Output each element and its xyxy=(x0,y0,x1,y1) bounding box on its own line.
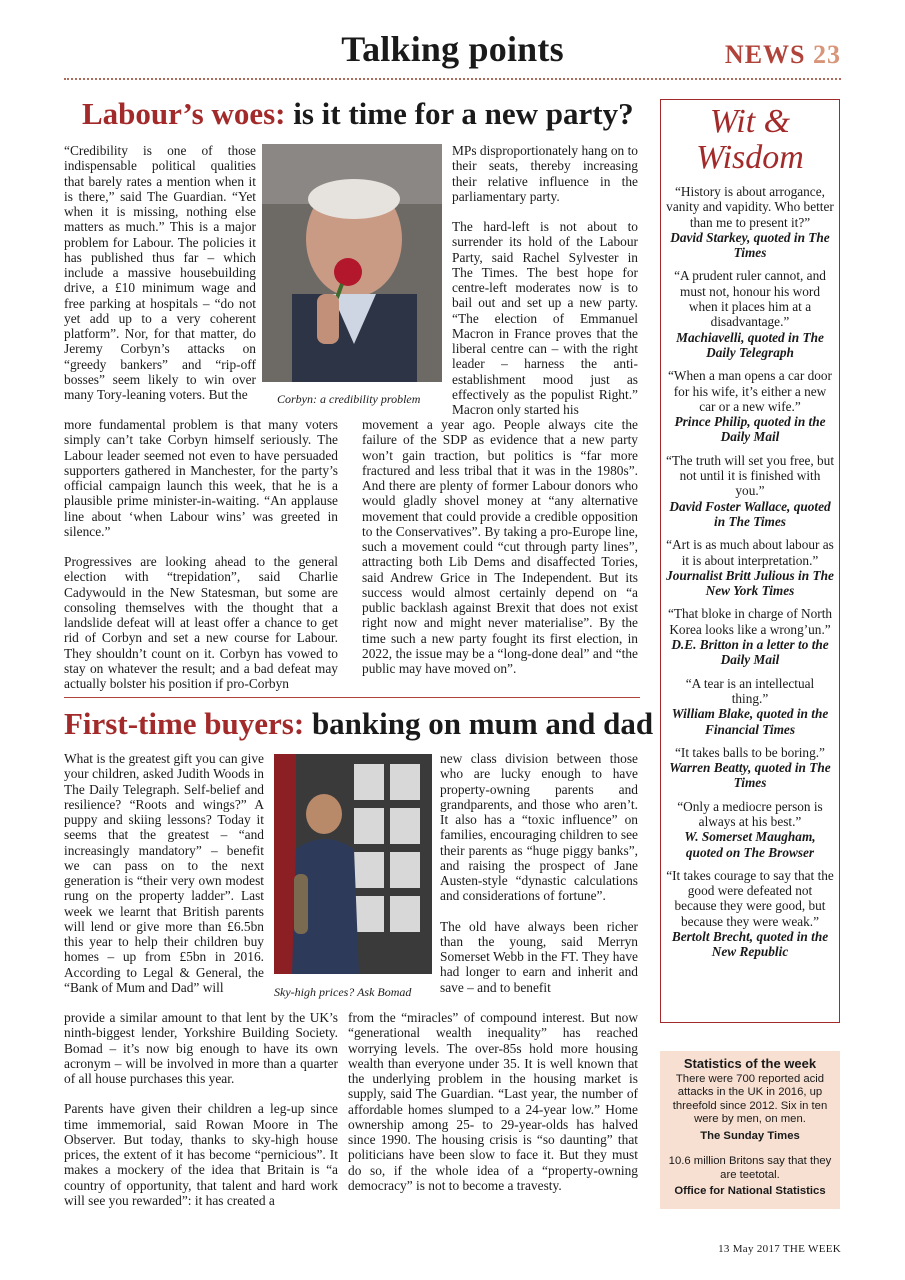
article2-headline-rest: banking on mum and dad xyxy=(304,706,654,741)
article1-col2-para1: MPs disproportionately hang on to their seats, thereby increasing their relative influence in the parliamentary party. xyxy=(452,143,638,204)
quote-text: “That bloke in charge of North Korea looks like a wrong’un.” xyxy=(667,606,833,637)
quote-item xyxy=(666,799,834,860)
article2-caption: Sky-high prices? Ask Bomad xyxy=(274,985,412,999)
article1-col2-para2-end: movement a year ago. People always cite the failure of the SDP as evidence that a new party won’t gain traction, but politics is “far more fractured and less tribal that it was in the 1980s”. And there are plenty of former Labour donors who would gladly shovel money at “any alternative movement that could provide a credible opposition to the Conservatives”. By taking a pro-Europe line, such a movement could “cut through party lines”, attracting both Lib Dems and disaffected Tories, said Andrew Grice in The Independent. But its success would almost certainly depend on “a public backlash against Brexit that does not exist right now and might never materialise”. By the time such a new party fought its first election, in 2022, the issue may be a “long-done deal” and “the public may have moved on”. xyxy=(362,417,638,676)
article1-caption: Corbyn: a credibility problem xyxy=(277,392,421,406)
article1-para2: Progressives are looking ahead to the general election with “trepidation”, said Charlie Cadywould in the New Statesman, but some are consoling themselves with the thought that a landslide defeat will at least offer a chance to get rid of Corbyn and set a new course for Labour. They shouldn’t count on it. Corbyn has vowed to stay on whatever the result; and a bad defeat may actually bolster his position if pro-Corbyn xyxy=(64,554,338,691)
statistic-text: There were 700 reported acid attacks in the UK in 2016, up threefold since 2012. Six in ten were by men, on men. xyxy=(672,1072,828,1125)
quote-text: “Art is as much about labour as it is about interpretation.” xyxy=(666,537,834,568)
article1-headline xyxy=(82,97,634,131)
wit-wisdom-title-line1: Wit & xyxy=(709,103,791,140)
quote-item xyxy=(666,368,834,444)
quote-item xyxy=(666,537,834,598)
article1-para1-start: “Credibility is one of those indispensable political qualities that barely rates a mention when it is there,” said The Guardian. “Yet when it is missing, nothing else matters as much.” This is a major problem for Labour. The policies it has published thus far – which include a massive housebuilding drive, a £10 minimum wage and free parking at hospitals – “do not yet add up to a very coherent platform”. Nor, for that matter, do Jeremy Corbyn’s attacks on “greedy bankers” and “rip-off bosses” seem likely to win over many Tory-leaning voters. But the xyxy=(64,143,256,402)
article2-col2-top xyxy=(440,751,638,995)
section-label xyxy=(725,40,841,70)
corbyn-photo xyxy=(262,144,442,382)
quote-item xyxy=(666,676,834,737)
quote-source: Machiavelli, quoted in The Daily Telegraph xyxy=(676,329,824,360)
estate-agent-photo xyxy=(274,754,432,974)
article2-col2-para2-end: from the “miracles” of compound interest. But now “generational wealth inequality” has reached worrying levels. The over-85s hold more housing wealth than everyone under 35. It is well known that the underlying problem in the housing market is supply, said The Guardian. “Last year, the number of affordable homes slumped to a 24-year low.” Home ownership among 25- to 29-year-olds has halved since 1990. The housing crisis is “so daunting” that politicians have been slow to face it. But they must do so, if the whole idea of a “property-owning democracy” is not to become a travesty. xyxy=(348,1010,638,1193)
quote-text: “It takes courage to say that the good were defeated not because they were good, but because they were weak.” xyxy=(666,867,834,929)
article-divider xyxy=(64,697,640,698)
statistics-title: Statistics of the week xyxy=(683,1056,817,1071)
quote-source: Journalist Britt Julious in The New York Times xyxy=(666,567,834,599)
article2-col1-bottom xyxy=(64,1010,338,1208)
wit-wisdom-title-line2: Wisdom xyxy=(696,139,804,176)
quote-text: “Only a mediocre person is always at his best.” xyxy=(677,798,823,829)
quote-text: “It takes balls to be boring.” xyxy=(675,744,825,760)
article1-col2-para2-start: The hard-left is not about to surrender its hold of the Labour Party, said Rachel Sylvester in The Times. The best hope for centre-left moderates now is to bail out and set up a new party. “The election of Emmanuel Macron in France proves that the liberal centre can – with the right leader – harness the anti-establishment mood just as effectively as the populist Right.” Macron only started his xyxy=(452,219,638,417)
quote-text: “History is about arrogance, vanity and vapidity. Who better than me to present it?” xyxy=(666,184,834,230)
statistic-text: 10.6 million Britons say that they are teetotal. xyxy=(668,1155,832,1181)
article1-col2-bottom xyxy=(362,417,638,676)
article1-headline-rest: is it time for a new party? xyxy=(285,96,634,131)
article2-para1-end: provide a similar amount to that lent by the UK’s ninth-biggest lender, Yorkshire Building Society. Bomad – it’s now big enough to have its own acronym – will be involved in more than a quarter of all house purchases this year. xyxy=(64,1010,338,1086)
article2-col1-top xyxy=(64,751,264,995)
article2-para1-start: What is the greatest gift you can give your children, asked Judith Woods in The Daily Telegraph. Self-belief and resilience? “Roots and wings?” A puppy and skiing lessons? Today it seems that the greatest – “and increasingly mandatory” – benefit we can pass on to the next generation is “their very own modest rung on the property ladder”. Last week we learnt that British parents will lend or give more than £6.5bn this year to help their children buy homes – up from £5bn in 2016. According to Legal & General, the “Bank of Mum and Dad” will xyxy=(64,751,264,995)
quote-source: W. Somerset Maugham, quoted on The Browser xyxy=(684,829,816,860)
quote-source: Prince Philip, quoted in the Daily Mail xyxy=(674,414,826,445)
quote-item xyxy=(666,606,834,667)
page-title: Talking points xyxy=(341,29,564,69)
quote-text: “When a man opens a car door for his wife, it’s either a new car or a new wife.” xyxy=(668,368,832,414)
statistic-source: The Sunday Times xyxy=(700,1129,800,1142)
article2-headline xyxy=(64,707,653,741)
quote-source: William Blake, quoted in the Financial Times xyxy=(671,706,829,737)
section-name: NEWS xyxy=(724,40,806,69)
article2-col2-para1: new class division between those who are lucky enough to have property-owning parents and grandparents, and those who aren’t. It also has a “toxic influence” on families, encouraging children to see their parents as “huge piggy banks”, and raising the prospect of Jane Austen-style “dynastic calculations and considerations of fortune”. xyxy=(440,751,638,904)
quote-text: “The truth will set you free, but not until it is finished with you.” xyxy=(666,452,835,499)
quote-item xyxy=(666,268,834,360)
quote-item xyxy=(666,745,834,791)
quote-source: Bertolt Brecht, quoted in the New Republic xyxy=(671,929,829,960)
page-footer: 13 May 2017 THE WEEK xyxy=(718,1243,841,1255)
quote-text: “A prudent ruler cannot, and must not, honour his word when it places him at a disadvantage.” xyxy=(674,268,826,330)
article2-headline-lead: First-time buyers: xyxy=(64,706,305,741)
article1-headline-lead: Labour’s woes: xyxy=(82,96,286,131)
estate-agent-photo-illustration xyxy=(274,754,432,974)
quote-item xyxy=(666,453,834,529)
quote-source: Warren Beatty, quoted in The Times xyxy=(669,760,831,791)
article2-para2: Parents have given their children a leg-up since time immemorial, said Rowan Moore in The Observer. But today, thanks to sky-high house prices, the extent of it has become “pernicious”. It makes a mockery of the idea that Britain is “a country of opportunity, that talent and hard work will see you rewarded”: it has created a xyxy=(64,1101,338,1208)
corbyn-photo-illustration xyxy=(262,144,442,382)
quote-item xyxy=(666,868,834,960)
header-divider xyxy=(64,78,841,80)
article2-col2-bottom xyxy=(348,1010,638,1193)
article1-para1-end: more fundamental problem is that many voters simply can’t take Corbyn himself seriously. The Labour leader seemed not even to have persuaded supporters gathered in Manchester, for the party’s official campaign launch this week, that he is a plausible prime minister-in-waiting. “An applause line about ‘when Labour wins’ was greeted in silence.” xyxy=(64,417,338,539)
article1-col1-bottom xyxy=(64,417,338,691)
wit-wisdom-title xyxy=(660,104,840,176)
statistics-box xyxy=(660,1051,840,1209)
statistic-source: Office for National Statistics xyxy=(674,1185,826,1197)
article1-col2-top xyxy=(452,143,638,417)
quote-source: David Foster Wallace, quoted in The Times xyxy=(669,498,831,529)
article1-col1-top xyxy=(64,143,256,402)
quote-source: David Starkey, quoted in The Times xyxy=(670,229,830,261)
page-number: 23 xyxy=(813,40,841,69)
quote-source: D.E. Britton in a letter to the Daily Mail xyxy=(671,637,829,668)
quote-item xyxy=(666,184,834,260)
article2-col2-para2-start: The old have always been richer than the young, said Merryn Somerset Webb in the FT. They have had longer to earn and inherit and save – and to benefit xyxy=(440,918,638,995)
quote-text: “A tear is an intellectual thing.” xyxy=(685,675,815,706)
wit-wisdom-quotes xyxy=(666,184,834,968)
